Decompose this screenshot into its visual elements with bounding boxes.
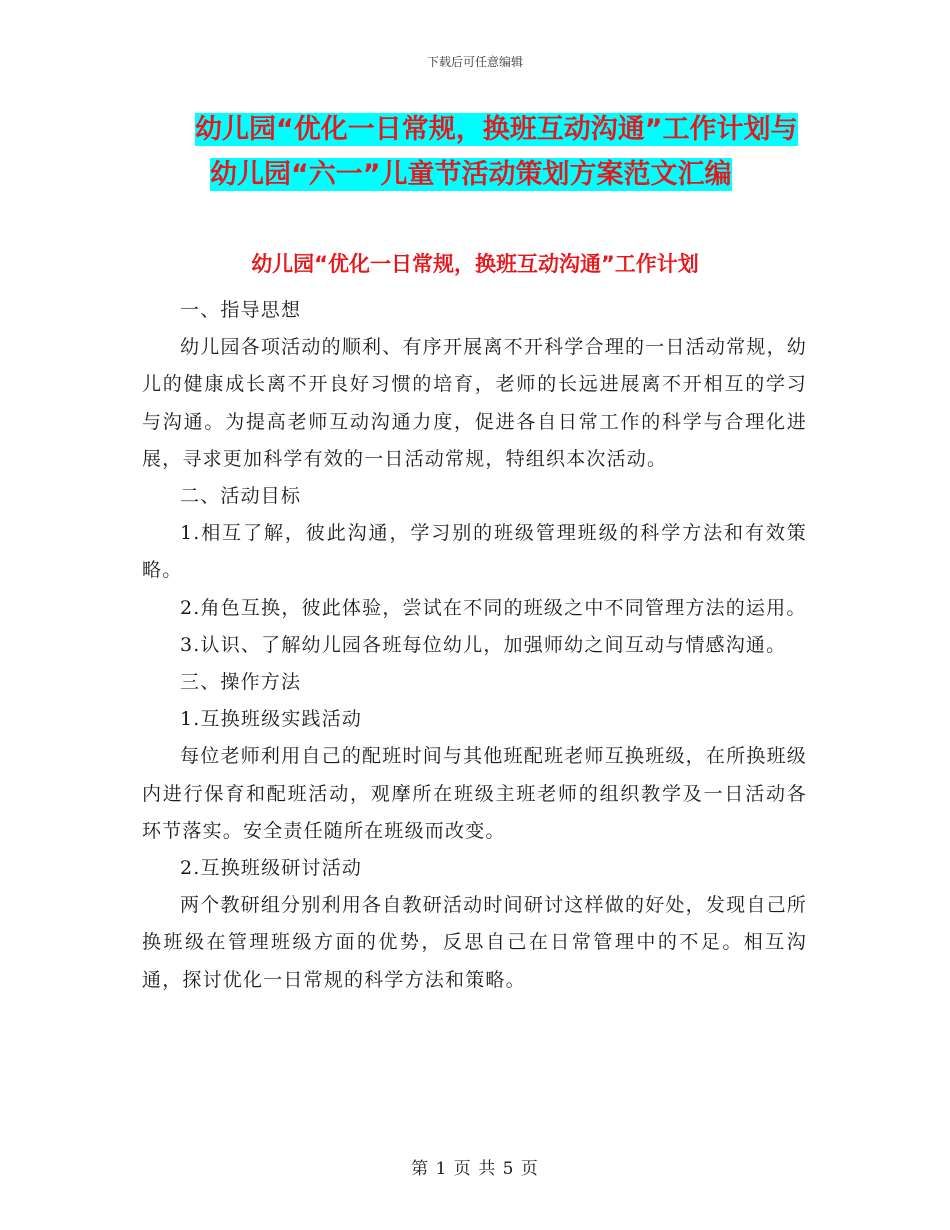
list-item: 1.相互了解，彼此沟通，学习别的班级管理班级的科学方法和有效策略。 <box>142 522 807 582</box>
list-item: 3.认识、了解幼儿园各班每位幼儿，加强师幼之间互动与情感沟通。 <box>180 633 787 656</box>
paragraph: 每位老师利用自己的配班时间与其他班配班老师互换班级，在所换班级内进行保育和配班活动，观摩所在班级主班老师的组织教学及一日活动各环节落实。安全责任随所在班级而改变。 <box>142 745 807 842</box>
subheading: 1.互换班级实践活动 <box>180 708 363 731</box>
document-title-line-1 <box>0 112 950 148</box>
document-body <box>142 292 807 999</box>
list-item: 2.角色互换，彼此体验，尝试在不同的班级之中不同管理方法的运用。 <box>180 596 807 619</box>
heading-operation-methods: 三、操作方法 <box>180 671 302 694</box>
document-title-line-2 <box>0 157 950 193</box>
heading-guiding-thought: 一、指导思想 <box>180 299 302 321</box>
paragraph: 幼儿园各项活动的顺利、有序开展离不开科学合理的一日活动常规，幼儿的健康成长离不开良好习惯的培育，老师的长远进展离不开相互的学习与沟通。为提高老师互动沟通力度，促进各自日常工作的科学与合理化进展，寻求更加科学有效的一日活动常规，特组织本次活动。 <box>142 336 807 470</box>
paragraph: 两个教研组分别利用各自教研活动时间研讨这样做的好处，发现自己所换班级在管理班级方面的优势，反思自己在日常管理中的不足。相互沟通，探讨优化一日常规的科学方法和策略。 <box>142 894 807 991</box>
title-line-2-text: 幼儿园“六一”儿童节活动策划方案范文汇编 <box>210 159 732 190</box>
page-header-note: 下载后可任意编辑 <box>426 55 523 69</box>
subheading: 2.互换班级研讨活动 <box>180 857 363 880</box>
page-number-footer: 第 1 页 共 5 页 <box>411 1159 539 1179</box>
section-title: 幼儿园“优化一日常规，换班互动沟通”工作计划 <box>251 252 699 276</box>
title-line-1-text: 幼儿园“优化一日常规，换班互动沟通”工作计划与 <box>195 114 798 145</box>
heading-activity-goals: 二、活动目标 <box>180 485 302 508</box>
